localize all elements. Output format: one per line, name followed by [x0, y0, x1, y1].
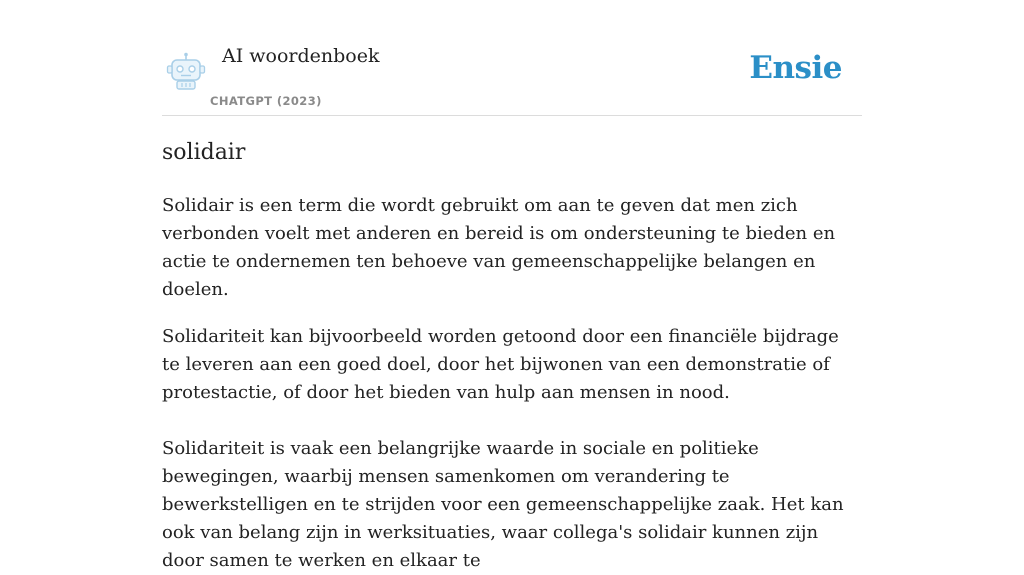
- definition-paragraph: Solidariteit is vaak een belangrijke waarde in sociale en politieke bewegingen, waarbij mensen samenkomen om verandering te bewerkstelligen en te strijden voor een gemeenschappelijke zaak. Het kan ook van belang zijn in werksituaties, waar collega's solidair kunnen zijn door samen te werken en elkaar te: [162, 438, 844, 571]
- entry-term: solidair: [162, 140, 246, 165]
- definition-paragraph: Solidariteit kan bijvoorbeeld worden getoond door een financiële bijdrage te leveren aan een goed doel, door het bijwonen van een demonstratie of protestactie, of door het bieden van hulp aan mensen in nood.: [162, 326, 839, 403]
- ensie-logo[interactable]: Ensie: [749, 50, 842, 86]
- definition-paragraph: Solidair is een term die wordt gebruikt om aan te geven dat men zich verbonden voelt met anderen en bereid is om ondersteuning te bieden en actie te ondernemen ten behoeve van gemeenschappelijke belangen en doelen.: [162, 195, 836, 300]
- entry-definition: [162, 192, 852, 575]
- robot-icon: [166, 52, 206, 90]
- dictionary-name[interactable]: AI woordenboek: [222, 45, 380, 67]
- dictionary-header: [162, 0, 862, 116]
- dictionary-source: CHATGPT (2023): [210, 94, 322, 108]
